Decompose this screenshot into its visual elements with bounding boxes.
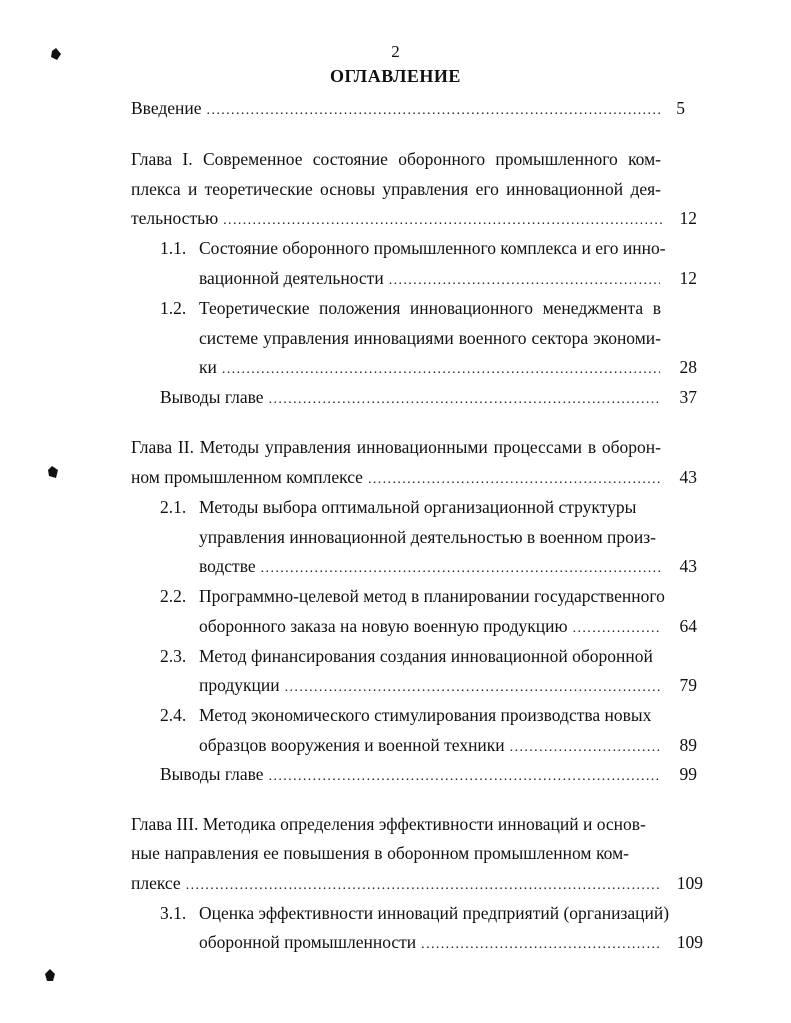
binding-hole-mark-bottom — [45, 969, 55, 981]
toc-section-number: 1.1. — [160, 238, 187, 258]
dot-leader — [510, 736, 660, 760]
dot-leader — [368, 468, 662, 492]
dot-leader — [223, 209, 662, 233]
toc-chapter-2-conclusions[interactable] — [160, 762, 663, 786]
toc-section-1-2-line-2[interactable]: системе управления инновациями военного сектора экономи- — [199, 328, 661, 348]
toc-page-number: 79 — [679, 675, 697, 695]
toc-section-1-2-line-3[interactable] — [199, 355, 663, 379]
toc-section-1-1-line-2[interactable] — [199, 266, 663, 290]
toc-page-number: 12 — [679, 208, 697, 228]
toc-page-number: 37 — [679, 387, 697, 407]
toc-page-number: 64 — [679, 616, 697, 636]
toc-section-3-1-line-1[interactable]: Оценка эффективности инноваций предприятий (организаций) — [199, 903, 670, 923]
toc-section-3-1-line-2[interactable] — [199, 930, 663, 954]
toc-page-number: 12 — [679, 268, 697, 288]
toc-chapter-1-line-2[interactable]: плекса и теоретические основы управления его инновационной дея- — [131, 179, 661, 199]
toc-chapter-3-line-1[interactable]: Глава III. Методика определения эффективности инноваций и основ- — [131, 814, 646, 834]
toc-entry-label: плексе — [131, 873, 181, 893]
toc-entry-label: ки — [199, 357, 217, 377]
toc-entry-label: вационной деятельности — [199, 268, 384, 288]
toc-section-2-2-line-2[interactable] — [199, 614, 663, 638]
toc-entry-label: образцов вооружения и военной техники — [199, 735, 505, 755]
dot-leader — [269, 765, 660, 789]
toc-chapter-1-conclusions[interactable] — [160, 385, 663, 409]
toc-section-number: 2.2. — [160, 586, 187, 606]
toc-section-2-4-line-2[interactable] — [199, 733, 663, 757]
toc-entry-introduction[interactable] — [131, 96, 665, 120]
toc-section-number: 2.3. — [160, 646, 187, 666]
toc-page-number: 43 — [679, 556, 697, 576]
toc-page-number: 5 — [676, 98, 685, 118]
toc-section-2-1-line-2[interactable]: управления инновационной деятельностью в военном произ- — [199, 527, 656, 547]
toc-section-number: 2.4. — [160, 705, 187, 725]
page-number: 2 — [391, 42, 400, 61]
dot-leader — [421, 933, 660, 957]
dot-leader — [269, 388, 660, 412]
dot-leader — [573, 617, 660, 641]
toc-section-2-1-line-3[interactable] — [199, 554, 663, 578]
toc-chapter-2-line-1[interactable]: Глава II. Методы управления инновационными процессами в оборон- — [131, 437, 661, 457]
toc-page-number: 99 — [679, 764, 697, 784]
toc-chapter-3-line-2[interactable]: ные направления ее повышения в оборонном промышленном ком- — [131, 843, 629, 863]
toc-section-2-1-line-1[interactable]: Методы выбора оптимальной организационной структуры — [199, 497, 637, 517]
toc-section-number: 1.2. — [160, 298, 187, 318]
toc-entry-label: Выводы главе — [160, 387, 264, 407]
toc-section-2-3-line-2[interactable] — [199, 673, 663, 697]
toc-section-2-4-line-1[interactable]: Метод экономического стимулирования производства новых — [199, 705, 652, 725]
dot-leader — [186, 874, 662, 898]
toc-entry-label: тельностью — [131, 208, 219, 228]
toc-page-number: 28 — [679, 357, 697, 377]
toc-entry-label: продукции — [199, 675, 280, 695]
toc-chapter-1-line-3[interactable] — [131, 206, 665, 230]
binding-hole-mark-middle — [48, 466, 58, 478]
toc-chapter-1-line-1[interactable]: Глава I. Современное состояние оборонного промышленного ком- — [131, 149, 661, 169]
toc-entry-label: водстве — [199, 556, 256, 576]
dot-leader — [261, 557, 660, 581]
page-title: ОГЛАВЛЕНИЕ — [330, 66, 461, 86]
toc-section-1-1-line-1[interactable]: Состояние оборонного промышленного комплекса и его инно- — [199, 238, 666, 258]
toc-section-2-3-line-1[interactable]: Метод финансирования создания инновационной оборонной — [199, 646, 653, 666]
toc-section-number: 2.1. — [160, 497, 187, 517]
toc-entry-label: Введение — [131, 98, 202, 118]
toc-section-number: 3.1. — [160, 903, 187, 923]
toc-entry-label: оборонного заказа на новую военную продукцию — [199, 616, 568, 636]
toc-entry-label: ном промышленном комплексе — [131, 467, 363, 487]
dot-leader — [285, 676, 660, 700]
dot-leader — [222, 358, 660, 382]
toc-page-number: 43 — [679, 467, 697, 487]
toc-page-number: 109 — [676, 932, 703, 952]
toc-page-number: 109 — [676, 873, 703, 893]
toc-entry-label: Выводы главе — [160, 764, 264, 784]
toc-entry-label: оборонной промышленности — [199, 932, 417, 952]
toc-chapter-3-line-3[interactable] — [131, 871, 665, 895]
dot-leader — [389, 269, 660, 293]
toc-section-2-2-line-1[interactable]: Программно-целевой метод в планировании государственного — [199, 586, 665, 606]
toc-chapter-2-line-2[interactable] — [131, 465, 665, 489]
toc-page-number: 89 — [679, 735, 697, 755]
toc-section-1-2-line-1[interactable]: Теоретические положения инновационного менеджмента в — [199, 298, 661, 318]
dot-leader — [207, 99, 662, 123]
